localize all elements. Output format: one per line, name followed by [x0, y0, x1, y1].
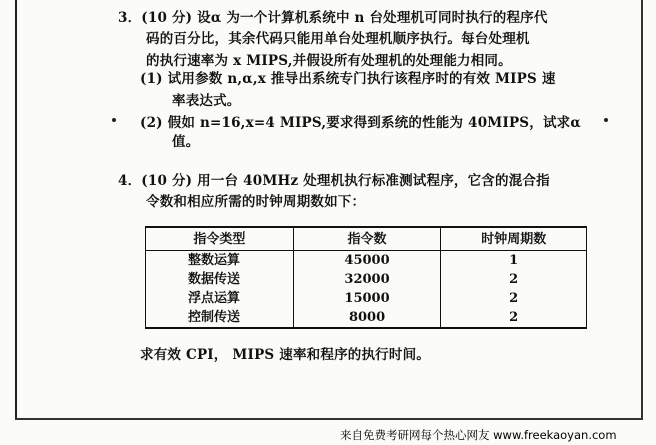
table-cell: 整数运算	[146, 251, 294, 271]
page-bottom-border	[15, 418, 643, 420]
footer-watermark: 来自免费考研网每个热心网友 www.freekaoyan.com	[340, 428, 617, 442]
table-cell: 45000	[293, 251, 441, 271]
question-3-line-1: 3．(10 分) 设α 为一个计算机系统中 n 台处理机可同时执行的程序代	[118, 10, 548, 26]
table-cell: 2	[441, 308, 587, 328]
question-3-line-2: 码的百分比，其余代码只能用单台处理机顺序执行。每台处理机	[146, 31, 530, 47]
question-3-part-1-line-1: (1) 试用参数 n,α,x 推导出系统专门执行该程序时的有效 MIPS 速	[140, 71, 556, 87]
question-3-part-2-line-1: (2) 假如 n=16,x=4 MIPS,要求得到系统的性能为 40MIPS，试求α	[140, 115, 581, 131]
table-cell: 1	[441, 251, 587, 271]
table-cell: 32000	[293, 270, 441, 289]
question-4-line-2: 令数和相应所需的时钟周期数如下：	[146, 194, 366, 210]
table-cell: 浮点运算	[146, 289, 294, 308]
question-3-line-3: 的执行速率为 x MIPS,并假设所有处理机的处理能力相同。	[146, 53, 512, 69]
table-row	[146, 289, 587, 308]
question-4-line-1: 4．(10 分) 用一台 40MHz 处理机执行标准测试程序，它含的混合指	[118, 173, 550, 189]
page-left-border	[15, 0, 17, 420]
table-cell: 2	[441, 289, 587, 308]
table-cell: 8000	[293, 308, 441, 328]
table-row	[146, 308, 587, 328]
page-right-border	[641, 0, 643, 420]
table-cell: 2	[441, 270, 587, 289]
scan-speck	[604, 118, 608, 122]
table-row	[146, 270, 587, 289]
instruction-mix-table	[145, 226, 587, 329]
table-cell: 控制传送	[146, 308, 294, 328]
question-3-part-2-line-2: 值。	[172, 134, 200, 150]
question-4-request: 求有效 CPI， MIPS 速率和程序的执行时间。	[140, 347, 430, 363]
table-cell: 数据传送	[146, 270, 294, 289]
table-cell: 15000	[293, 289, 441, 308]
table-header-cell: 指令类型	[146, 227, 294, 251]
table-header-row	[146, 227, 587, 251]
question-3-part-1-line-2: 率表达式。	[172, 93, 241, 109]
table-row	[146, 251, 587, 271]
table-header-cell: 指令数	[293, 227, 441, 251]
table-header-cell: 时钟周期数	[441, 227, 587, 251]
scan-speck	[112, 118, 116, 122]
